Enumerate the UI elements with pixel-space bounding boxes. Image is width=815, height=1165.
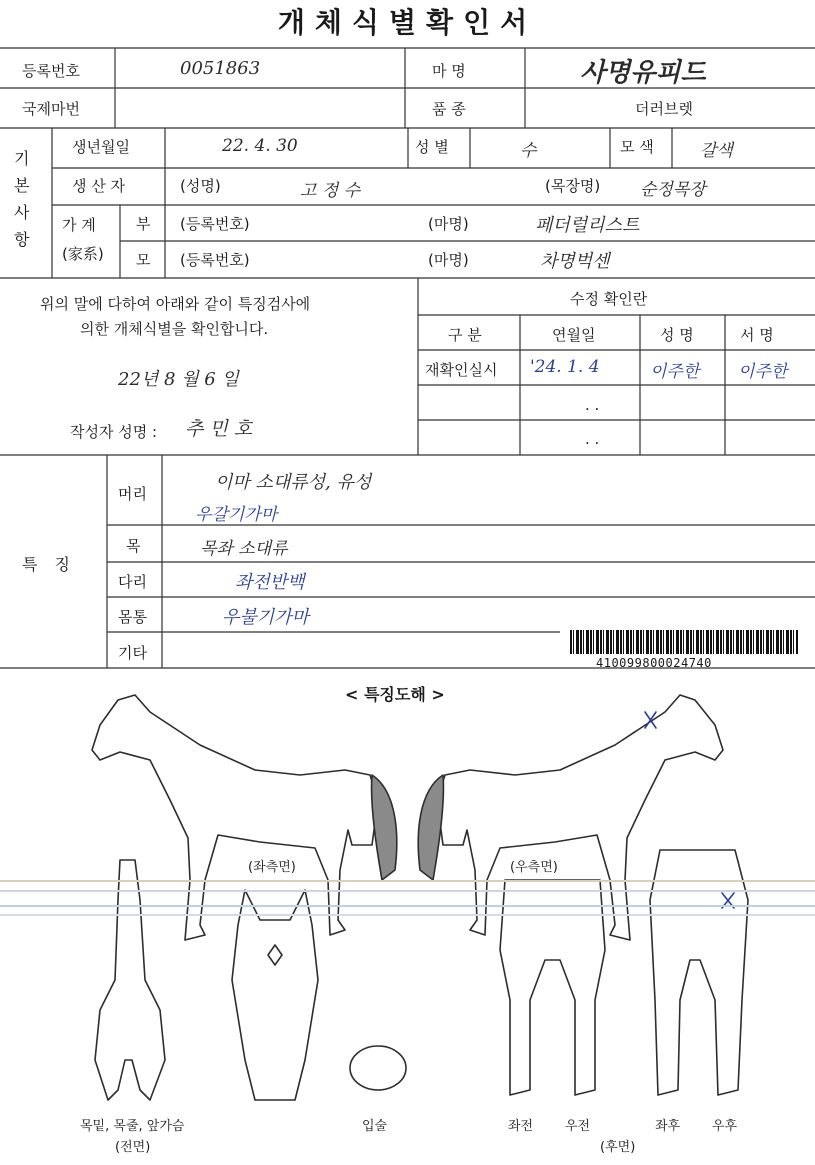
head-label: 머리 bbox=[118, 485, 147, 503]
rev-row-sign: 이주한 bbox=[738, 362, 788, 382]
right-hind-label: 우후 bbox=[712, 1119, 738, 1134]
left-side-label: (좌측면) bbox=[248, 860, 296, 875]
sex-label: 성 별 bbox=[415, 138, 449, 156]
other-label: 기타 bbox=[118, 644, 147, 662]
pedigree-label: 가 계 bbox=[62, 216, 96, 234]
basic-section-label: 기본사항 bbox=[14, 149, 30, 249]
rev-header-name: 성 명 bbox=[660, 326, 694, 344]
reg-no-value: 0051863 bbox=[180, 58, 261, 79]
front-sub: (전면) bbox=[115, 1140, 151, 1155]
birth-value: 22. 4. 30 bbox=[222, 136, 298, 156]
revision-title: 수정 확인란 bbox=[570, 290, 648, 308]
sire-name-label: (마명) bbox=[428, 215, 469, 233]
neck-label: 목 bbox=[126, 537, 141, 555]
confirm-date: 22년 8 월 6 일 bbox=[118, 369, 239, 390]
dam-label: 모 bbox=[136, 251, 151, 269]
front-labels: 목밑, 목줄, 앞가슴 bbox=[80, 1119, 185, 1134]
statement-line1: 위의 말에 다하여 아래와 같이 특징검사에 bbox=[40, 295, 311, 313]
color-value: 갈색 bbox=[700, 141, 733, 161]
body-value: 우불기가마 bbox=[222, 607, 309, 628]
front-view-outline bbox=[95, 860, 165, 1100]
farm-value: 순정목장 bbox=[640, 180, 706, 200]
document-title: 개체식별확인서 bbox=[277, 6, 538, 39]
intl-no-label: 국제마번 bbox=[22, 100, 80, 118]
left-side-horse-outline bbox=[92, 695, 378, 940]
rev-row3-date: . . bbox=[585, 430, 600, 448]
dam-name-label: (마명) bbox=[428, 251, 469, 269]
right-side-horse-outline bbox=[437, 695, 723, 940]
muzzle-label: 입술 bbox=[362, 1119, 388, 1134]
neck-value: 목좌 소대류 bbox=[200, 539, 288, 559]
leg-value: 좌전반백 bbox=[235, 572, 305, 593]
breeder-name-value: 고 정 수 bbox=[300, 181, 361, 201]
breeder-label: 생 산 자 bbox=[72, 177, 126, 195]
diagram-title: < 특징도해 > bbox=[345, 685, 445, 704]
head-value1: 이마 소대류성, 유성 bbox=[215, 472, 372, 493]
sire-reg-label: (등록번호) bbox=[180, 215, 250, 233]
horse-name-value: 사명유피드 bbox=[580, 58, 706, 88]
right-front-leg-label: 우전 bbox=[565, 1119, 591, 1134]
color-label: 모 색 bbox=[620, 138, 654, 156]
left-horse-tail bbox=[372, 775, 397, 880]
horse-name-label: 마 명 bbox=[432, 62, 466, 80]
rev-row2-date: . . bbox=[585, 396, 600, 414]
birth-label: 생년월일 bbox=[72, 138, 130, 156]
sire-name-value: 페더럴리스트 bbox=[535, 215, 640, 236]
rev-header-sign: 서 명 bbox=[740, 326, 774, 344]
body-label: 몸통 bbox=[118, 608, 147, 626]
muzzle-outline bbox=[350, 1046, 406, 1090]
barcode-number: 410099800024740 bbox=[596, 656, 712, 670]
left-front-leg-label: 좌전 bbox=[508, 1119, 534, 1134]
breeder-name-label: (성명) bbox=[180, 177, 221, 195]
rev-row-name: 이주한 bbox=[650, 362, 700, 382]
dam-reg-label: (등록번호) bbox=[180, 251, 250, 269]
scan-line-3 bbox=[0, 905, 815, 907]
right-horse-tail bbox=[418, 775, 443, 880]
rev-row-type: 재확인실시 bbox=[425, 361, 498, 379]
features-section-label: 특 징 bbox=[22, 555, 76, 574]
author-value: 추 민 호 bbox=[185, 418, 253, 440]
pedigree-sub: (家系) bbox=[62, 245, 104, 263]
rev-header-type: 구 분 bbox=[448, 326, 482, 344]
farm-label: (목장명) bbox=[545, 177, 601, 195]
rev-row-date: '24. 1. 4 bbox=[530, 357, 600, 377]
sex-value: 수 bbox=[520, 141, 537, 161]
head-value2: 우갈기가마 bbox=[195, 505, 278, 525]
head-front-outline bbox=[232, 890, 318, 1100]
breed-label: 품 종 bbox=[432, 100, 466, 118]
dam-name-value: 차명벅센 bbox=[540, 251, 610, 272]
breed-value: 더러브렛 bbox=[635, 100, 693, 118]
scan-line-4 bbox=[0, 914, 815, 916]
rev-header-date: 연월일 bbox=[552, 326, 596, 344]
left-hind-label: 좌후 bbox=[655, 1119, 681, 1134]
reg-no-label: 등록번호 bbox=[22, 62, 80, 80]
rear-sub: (후면) bbox=[600, 1140, 636, 1155]
statement-line2: 의한 개체식별을 확인합니다. bbox=[80, 320, 269, 338]
author-label: 작성자 성명 : bbox=[70, 423, 158, 441]
front-legs-outline bbox=[500, 880, 605, 1095]
sire-label: 부 bbox=[136, 215, 151, 233]
leg-label: 다리 bbox=[118, 573, 147, 591]
rear-view-outline bbox=[650, 850, 748, 1095]
scan-line-2 bbox=[0, 890, 815, 892]
scan-line-1 bbox=[0, 880, 815, 882]
right-side-label: (우측면) bbox=[510, 860, 558, 875]
